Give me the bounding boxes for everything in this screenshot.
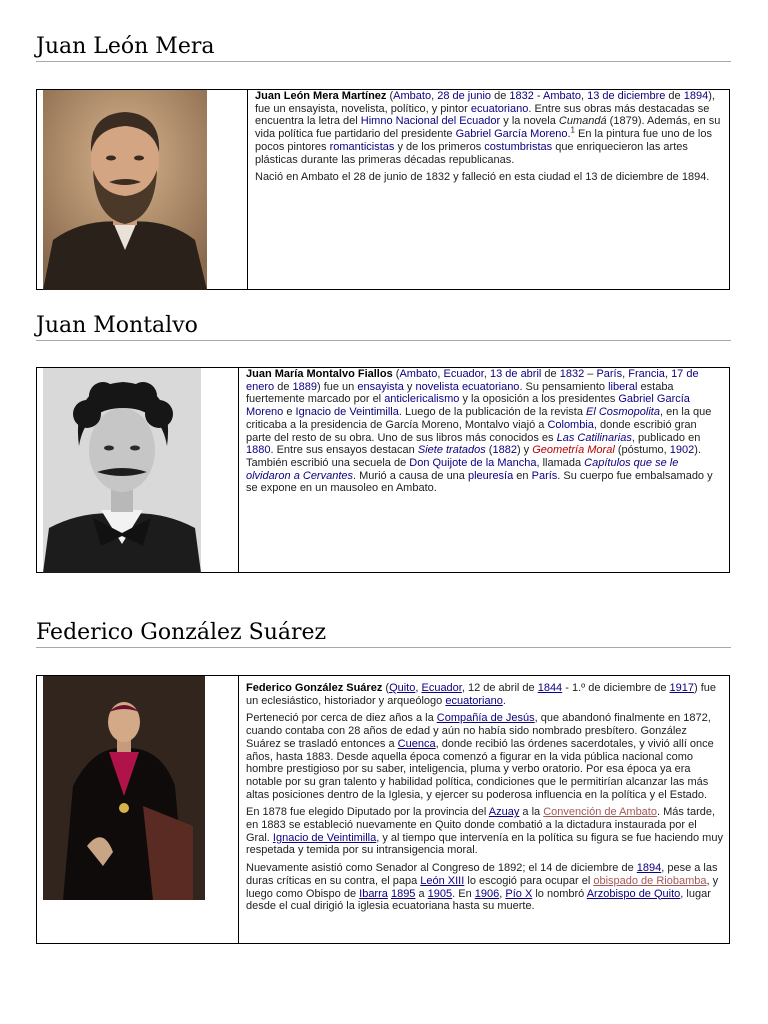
bio-paragraph	[246, 806, 723, 857]
link-year[interactable]: 1894	[636, 862, 662, 875]
text-run: .	[502, 694, 506, 707]
link-romanticistas[interactable]: romanticistas	[329, 140, 395, 153]
text-run: . Entre sus ensayos destacan	[270, 444, 418, 457]
link-paris[interactable]: París	[531, 469, 558, 482]
link-garcia-moreno[interactable]: Gabriel García Moreno	[455, 128, 568, 141]
bio-paragraph	[246, 862, 723, 913]
link-ecuatoriano[interactable]: ecuatoriano	[445, 694, 503, 707]
text-run: ,	[499, 887, 506, 900]
text-run: ). También escribió una secuela de	[246, 444, 702, 469]
text-run: . Más tarde, en 1883 se estableció nuevamente en Quito donde combatió a la dictadura instaurada por el Gral.	[246, 806, 716, 844]
section-title-mera: Juan León Mera	[36, 34, 731, 62]
text-run: (	[382, 682, 390, 694]
link-ambato[interactable]: Ambato	[543, 90, 581, 102]
link-azuay[interactable]: Azuay	[488, 806, 520, 819]
text-run: ) fue un	[316, 380, 358, 393]
section-title-gonzalez-suarez: Federico González Suárez	[36, 620, 731, 648]
link-ambato[interactable]: Ambato	[393, 90, 432, 102]
link-compania-de-jesus[interactable]: Compañía de Jesús	[436, 712, 535, 725]
link-paris[interactable]: París	[596, 368, 623, 380]
link-date[interactable]: 17 de enero	[246, 368, 699, 393]
book-title: Cumandá	[558, 115, 607, 128]
text-run: lo nombró	[532, 887, 587, 900]
link-pio-x[interactable]: Pío X	[505, 887, 533, 900]
text-run: y la novela	[500, 115, 559, 128]
text-run: - 1.º de diciembre de	[562, 682, 670, 694]
text-run: de	[274, 380, 293, 393]
link-arzobispo-de-quito[interactable]: Arzobispo de Quito	[586, 887, 681, 900]
text-run: e	[283, 406, 296, 419]
link-quijote[interactable]: Don Quijote de la Mancha	[409, 456, 537, 469]
text-run: . Luego de la publicación de la revista	[398, 406, 586, 419]
text-run: .	[567, 128, 571, 141]
text-run: ,	[437, 368, 444, 380]
link-date[interactable]: 28 de junio	[437, 90, 492, 102]
link-year[interactable]: 1844	[537, 682, 563, 694]
link-year[interactable]: 1832	[559, 368, 585, 380]
text-run: , y al tiempo que intervenía en la política su figura se fue haciendo muy respetada y temida por su intransigencia moral.	[246, 831, 723, 857]
text-run: ,	[664, 368, 672, 380]
text-run: , llamada	[536, 456, 585, 469]
text-run: En la pintura fue uno de los pocos pintores	[255, 128, 712, 153]
text-run: ,	[580, 90, 588, 102]
bio-name: Juan María Montalvo Fiallos	[246, 368, 393, 380]
text-run: de	[491, 90, 510, 102]
text-run: , pese a las duras críticas en su contra, el papa	[246, 862, 718, 887]
link-francia[interactable]: Francia	[628, 368, 665, 380]
link-novelista[interactable]: novelista	[415, 380, 459, 393]
link-garcia-moreno[interactable]: Gabriel García Moreno	[246, 393, 690, 419]
portrait-cell-mera	[37, 90, 248, 289]
text-run: (	[392, 368, 400, 380]
text-run: , publicado en	[631, 431, 701, 444]
link-catilinarias[interactable]: Las Catilinarias	[556, 431, 632, 444]
portrait-cell-montalvo	[37, 368, 239, 572]
link-year[interactable]: 1880	[246, 444, 271, 457]
link-year[interactable]: 1832	[509, 90, 534, 102]
link-quito[interactable]: Quito	[389, 682, 416, 694]
text-run: . Entre sus obras más destacadas se encuentra la letra del	[255, 102, 710, 128]
text-run: ), fue un ensayista, novelista, político, y pintor	[255, 90, 715, 115]
link-siete-tratados[interactable]: Siete tratados	[417, 444, 486, 457]
link-date[interactable]: 13 de diciembre	[587, 90, 666, 102]
text-run: (1879). Además, en su vida política fue partidario del presidente	[255, 115, 721, 141]
text-run: En 1878 fue elegido Diputado por la provincia del	[246, 806, 489, 819]
link-obispado-de-riobamba[interactable]: obispado de Riobamba	[593, 874, 707, 887]
text-run: , y luego como Obispo de	[246, 874, 719, 900]
section-title-montalvo: Juan Montalvo	[36, 313, 731, 341]
text-run: ) fue un eclesiástico, historiador y arqueólogo	[246, 682, 717, 707]
text-run: y de los primeros	[394, 140, 485, 153]
bio-paragraph: Nació en Ambato el 28 de junio de 1832 y falleció en esta ciudad el 13 de diciembre de 1894.	[255, 171, 710, 184]
portrait-gonzalez-suarez-image[interactable]	[43, 676, 205, 900]
link-ecuatoriano[interactable]: ecuatoriano	[470, 102, 529, 115]
bio-paragraph	[255, 90, 723, 166]
link-geometria-moral[interactable]: Geometría Moral	[532, 444, 615, 457]
text-run: en	[513, 469, 532, 482]
text-run: –	[584, 368, 597, 380]
link-ensayista[interactable]: ensayista	[357, 380, 404, 393]
text-run: , en la que criticaba a la presidencia de García Moreno, Montalvo viajó a	[246, 406, 712, 431]
link-ambato[interactable]: Ambato	[399, 368, 438, 380]
text-run: (póstumo,	[614, 444, 670, 457]
text-run: . Su pensamiento	[519, 380, 609, 393]
text-run: a la	[519, 806, 544, 819]
text-run: que enriquecieron las artes plásticas durante las primeras décadas republicanas.	[255, 140, 688, 166]
text-run: estaba fuertemente marcado por el	[246, 380, 674, 406]
text-run: . Su cuerpo fue embalsamado y se expone en un mausoleo en Ambato.	[246, 469, 713, 495]
link-ibarra[interactable]: Ibarra	[359, 887, 388, 900]
portrait-montalvo-image[interactable]	[43, 368, 201, 573]
link-year[interactable]: 1895	[390, 887, 416, 900]
link-leon-xiii[interactable]: León XIII	[420, 874, 465, 887]
bio-paragraph	[246, 368, 723, 495]
bio-box-mera	[36, 89, 730, 290]
text-run: (	[386, 90, 394, 102]
text-run: ,	[622, 368, 629, 380]
link-colombia[interactable]: Colombia	[547, 418, 594, 431]
text-run: lo escogió para ocupar el	[464, 874, 594, 887]
text-run: -	[533, 90, 544, 102]
link-costumbristas[interactable]: costumbristas	[484, 140, 553, 153]
link-date[interactable]: 13 de abril	[489, 368, 542, 380]
text-run: (	[485, 444, 493, 457]
link-ecuatoriano[interactable]: ecuatoriano	[461, 380, 520, 393]
link-anticlericalismo[interactable]: anticlericalismo	[384, 393, 460, 406]
bio-name: Federico González Suárez	[246, 682, 383, 694]
link-cuenca[interactable]: Cuenca	[397, 737, 436, 750]
link-himno[interactable]: Himno Nacional del Ecuador	[360, 115, 501, 128]
link-veintimilla[interactable]: Ignacio de Veintimilla	[272, 831, 377, 844]
link-veintimilla[interactable]: Ignacio de Veintimilla	[295, 406, 399, 419]
link-capitulos[interactable]: Capítulos que se le olvidaron a Cervantes	[246, 456, 679, 482]
text-run: , donde escribió gran parte del resto de su obra. Uno de sus libros más conocidos es	[246, 418, 697, 444]
text-run: ) y	[516, 444, 533, 457]
footnote-ref[interactable]: 1	[570, 125, 575, 135]
text-run: y la oposición a los presidentes	[459, 393, 619, 406]
link-pleuresia[interactable]: pleuresía	[467, 469, 514, 482]
link-year[interactable]: 1889	[292, 380, 317, 393]
link-year[interactable]: 1905	[427, 887, 453, 900]
bio-box-gonzalez-suarez	[36, 675, 730, 944]
text-run: Nuevamente asistió como Senador al Congreso de 1892; el 14 de diciembre de	[246, 862, 637, 875]
link-ecuador[interactable]: Ecuador	[443, 368, 484, 380]
link-year[interactable]: 1902	[669, 444, 695, 457]
text-run: Perteneció por cerca de diez años a la	[246, 712, 437, 725]
text-run: , lugar desde el cual dirigió la iglesia ecuatoriana hasta su muerte.	[246, 887, 711, 913]
link-ecuador[interactable]: Ecuador	[421, 682, 462, 694]
text-run: . En	[452, 887, 475, 900]
text-run: , 12 de abril de	[461, 682, 538, 694]
bio-box-montalvo	[36, 367, 730, 573]
text-run: a	[415, 887, 428, 900]
text-run: ,	[483, 368, 490, 380]
text-run: ,	[415, 682, 422, 694]
text-run: de	[541, 368, 560, 380]
link-year[interactable]: 1894	[683, 90, 709, 102]
link-liberal[interactable]: liberal	[608, 380, 638, 393]
link-cosmopolita[interactable]: El Cosmopolita	[586, 406, 660, 419]
link-convencion-de-ambato[interactable]: Convención de Ambato	[543, 806, 657, 819]
text-run: , que abandonó finalmente en 1872, cuando contaba con 28 años de edad y aún no había sido nombrado presbítero. González Suárez se trasladó entonces a	[246, 712, 711, 750]
bio-paragraph	[246, 682, 723, 707]
text-run: ,	[431, 90, 438, 102]
link-year[interactable]: 1882	[492, 444, 517, 457]
portrait-mera-image[interactable]	[43, 90, 207, 290]
bio-name: Juan León Mera Martínez	[255, 90, 387, 102]
bio-paragraph	[246, 712, 723, 801]
bio-text-gonzalez-suarez	[239, 676, 729, 943]
portrait-cell-gonzalez-suarez	[37, 676, 239, 943]
text-run: y	[403, 380, 416, 393]
text-run: , donde recibió las órdenes sacerdotales, y vivió allí once años, hasta 1883. Desde aquella época comenzó a figurar en la vida pública nacional como hombre prestigioso por su saber, inteligencia, pluma y verbo oratorio. Por esa época ya era notable por su gran talento y habilidad política, condiciones que le permitirían alcanzar las más altas posiciones dentro de la Iglesia, y ejercer su poderosa influencia en la política y el Estado.	[246, 737, 714, 801]
text-run: de	[665, 90, 684, 102]
link-year[interactable]: 1906	[474, 887, 500, 900]
bio-text-montalvo	[239, 368, 729, 572]
bio-text-mera	[248, 90, 729, 289]
text-run: . Murió a causa de una	[353, 469, 468, 482]
link-year[interactable]: 1917	[669, 682, 695, 694]
